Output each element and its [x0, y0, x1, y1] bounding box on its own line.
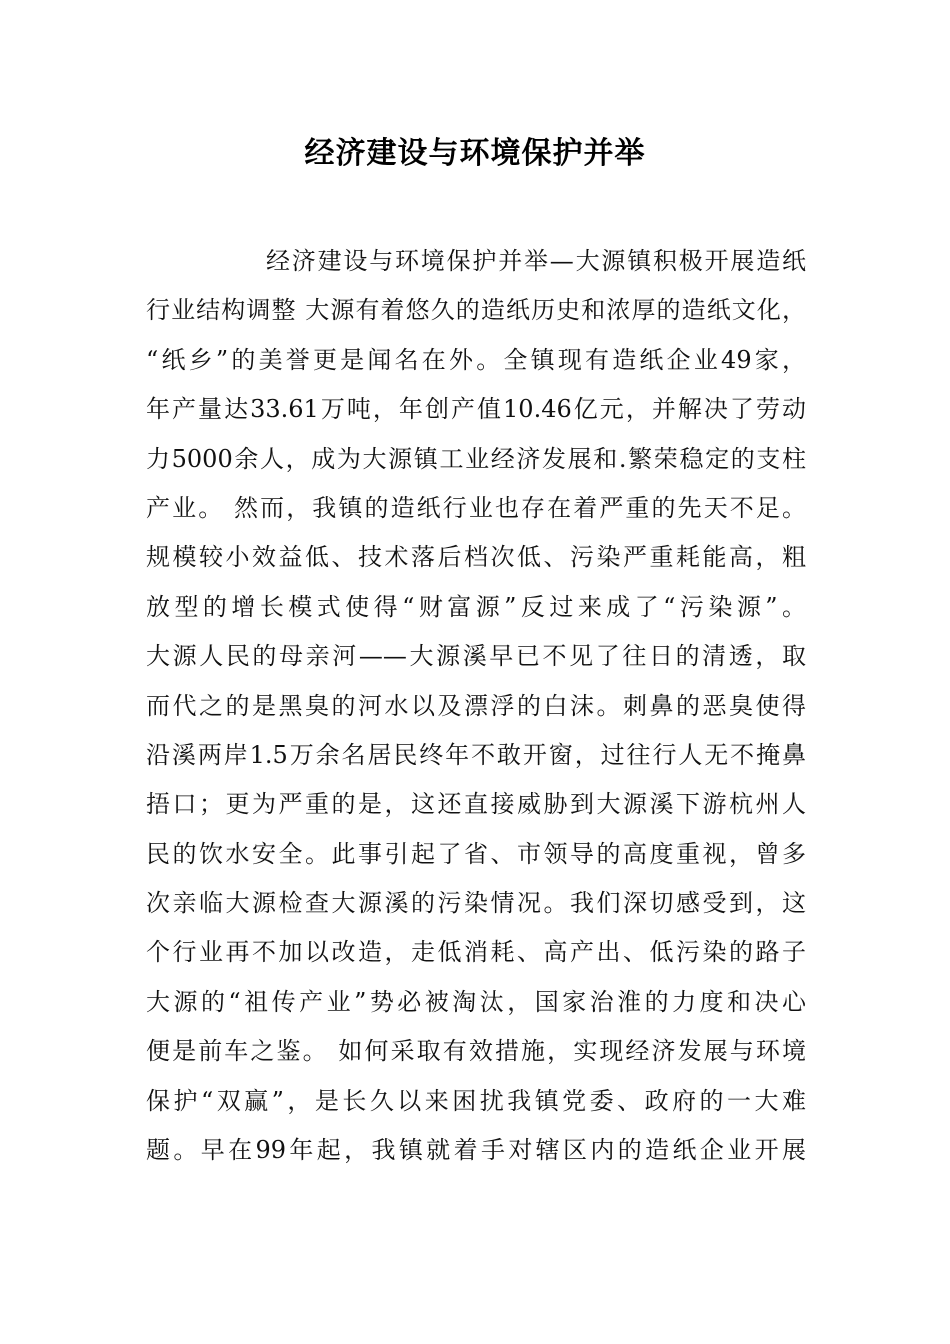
body-line: 个行业再不加以改造，走低消耗、高产出、低污染的路子 — [146, 938, 806, 967]
body-line: 产业。 然而，我镇的造纸行业也存在着严重的先天不足。 — [146, 493, 806, 522]
document-title: 经济建设与环境保护并举 — [304, 136, 646, 171]
body-line: 保护“双赢”，是长久以来困扰我镇党委、政府的一大难 — [146, 1086, 806, 1115]
body-line: 沿溪两岸1.5万余名居民终年不敢开窗，过往行人无不掩鼻 — [146, 740, 806, 769]
body-line: 次亲临大源检查大源溪的污染情况。我们深切感受到，这 — [146, 889, 806, 918]
body-line: 捂口；更为严重的是，这还直接威胁到大源溪下游杭州人 — [146, 790, 806, 819]
body-line: 行业结构调整 大源有着悠久的造纸历史和浓厚的造纸文化， — [146, 296, 806, 325]
body-line: 大源人民的母亲河——大源溪早已不见了往日的清透，取 — [146, 642, 806, 671]
body-line: “纸乡”的美誉更是闻名在外。全镇现有造纸企业49家， — [146, 345, 806, 374]
body-line: 放型的增长模式使得“财富源”反过来成了“污染源”。 — [146, 592, 806, 621]
body-line: 力5000余人，成为大源镇工业经济发展和.繁荣稳定的支柱 — [146, 444, 806, 473]
body-line: 民的饮水安全。此事引起了省、市领导的高度重视，曾多 — [146, 839, 806, 868]
body-line: 规模较小效益低、技术落后档次低、污染严重耗能高，粗 — [146, 543, 806, 572]
body-line: 题。早在99年起，我镇就着手对辖区内的造纸企业开展 — [146, 1136, 806, 1165]
document-body — [146, 237, 806, 1175]
body-line: 便是前车之鉴。 如何采取有效措施，实现经济发展与环境 — [146, 1037, 806, 1066]
body-line: 大源的“祖传产业”势必被淘汰，国家治淮的力度和决心 — [146, 987, 806, 1016]
body-line: 年产量达33.61万吨，年创产值10.46亿元，并解决了劳动 — [146, 395, 806, 424]
body-line: 而代之的是黑臭的河水以及漂浮的白沫。刺鼻的恶臭使得 — [146, 691, 806, 720]
body-line: 经济建设与环境保护并举—大源镇积极开展造纸 — [266, 247, 806, 275]
